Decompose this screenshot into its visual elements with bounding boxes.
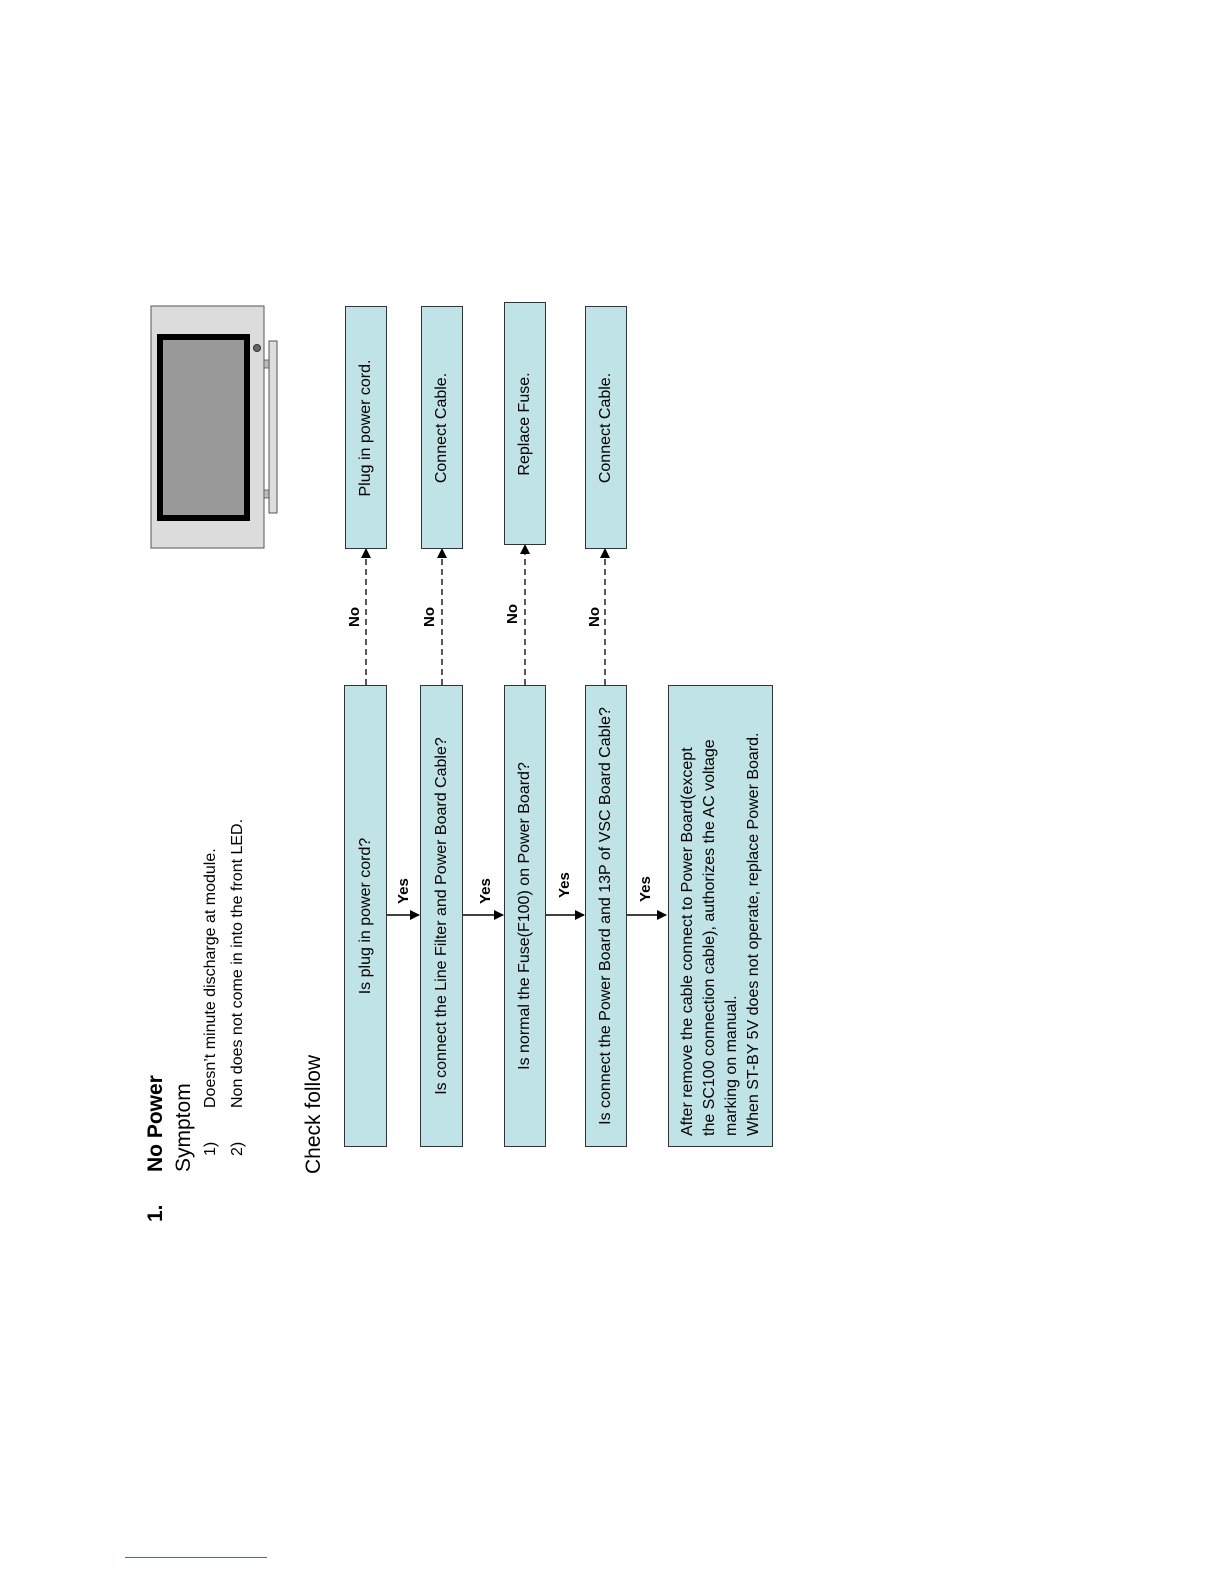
symptom-2-text: Non does not come in into the front LED. <box>229 818 246 1108</box>
question-text: Is normal the Fuse(F100) on Power Board? <box>516 762 533 1070</box>
question-text: Is plug in power cord? <box>356 837 374 995</box>
final-line-4: When ST-BY 5V does not operate, replace Power Board. <box>745 732 762 1136</box>
no-label-3: No <box>504 604 521 624</box>
section-title: No Power <box>144 1075 167 1172</box>
symptom-label: Symptom <box>172 1083 195 1172</box>
section-number: 1. <box>144 1204 167 1222</box>
yes-label-3: Yes <box>556 872 573 898</box>
yes-label-1: Yes <box>395 878 412 904</box>
question-box-plug <box>344 685 387 1147</box>
question-text: Is connect the Power Board and 13P of VSC Board Cable? <box>597 707 614 1125</box>
action-box-connect-cable-1 <box>421 306 463 549</box>
question-box-line-filter <box>420 685 463 1147</box>
no-label-4: No <box>586 607 603 627</box>
question-box-fuse <box>504 685 546 1147</box>
tv-illustration-icon <box>151 306 277 548</box>
final-instruction-text <box>677 696 765 1136</box>
symptom-1-text: Doesn’t minute discharge at module. <box>202 848 219 1108</box>
action-box-connect-cable-2 <box>585 306 627 549</box>
action-box-plug <box>345 306 387 549</box>
action-text: Replace Fuse. <box>516 371 533 476</box>
symptom-2-number: 2) <box>229 1141 246 1156</box>
action-text: Connect Cable. <box>597 372 614 483</box>
final-line-1: After remove the cable connect to Power Board(except <box>679 747 696 1136</box>
question-box-vsc-cable <box>585 685 627 1147</box>
check-follow-label: Check follow <box>302 1054 325 1174</box>
question-text: Is connect the Line Filter and Power Board Cable? <box>432 737 450 1095</box>
yes-label-2: Yes <box>477 878 494 904</box>
final-line-2: the SC100 connection cable), authorizes the AC voltage <box>701 739 718 1136</box>
action-box-replace-fuse <box>504 302 546 545</box>
footnote-rule <box>125 1557 267 1558</box>
no-label-1: No <box>346 607 363 627</box>
final-line-3: marking on manual. <box>723 995 740 1136</box>
symptom-1-number: 1) <box>202 1141 219 1156</box>
yes-label-4: Yes <box>637 876 654 902</box>
action-text: Plug in power cord. <box>357 359 374 496</box>
final-instruction-box <box>668 685 773 1147</box>
action-text: Connect Cable. <box>433 372 450 483</box>
no-label-2: No <box>421 607 438 627</box>
